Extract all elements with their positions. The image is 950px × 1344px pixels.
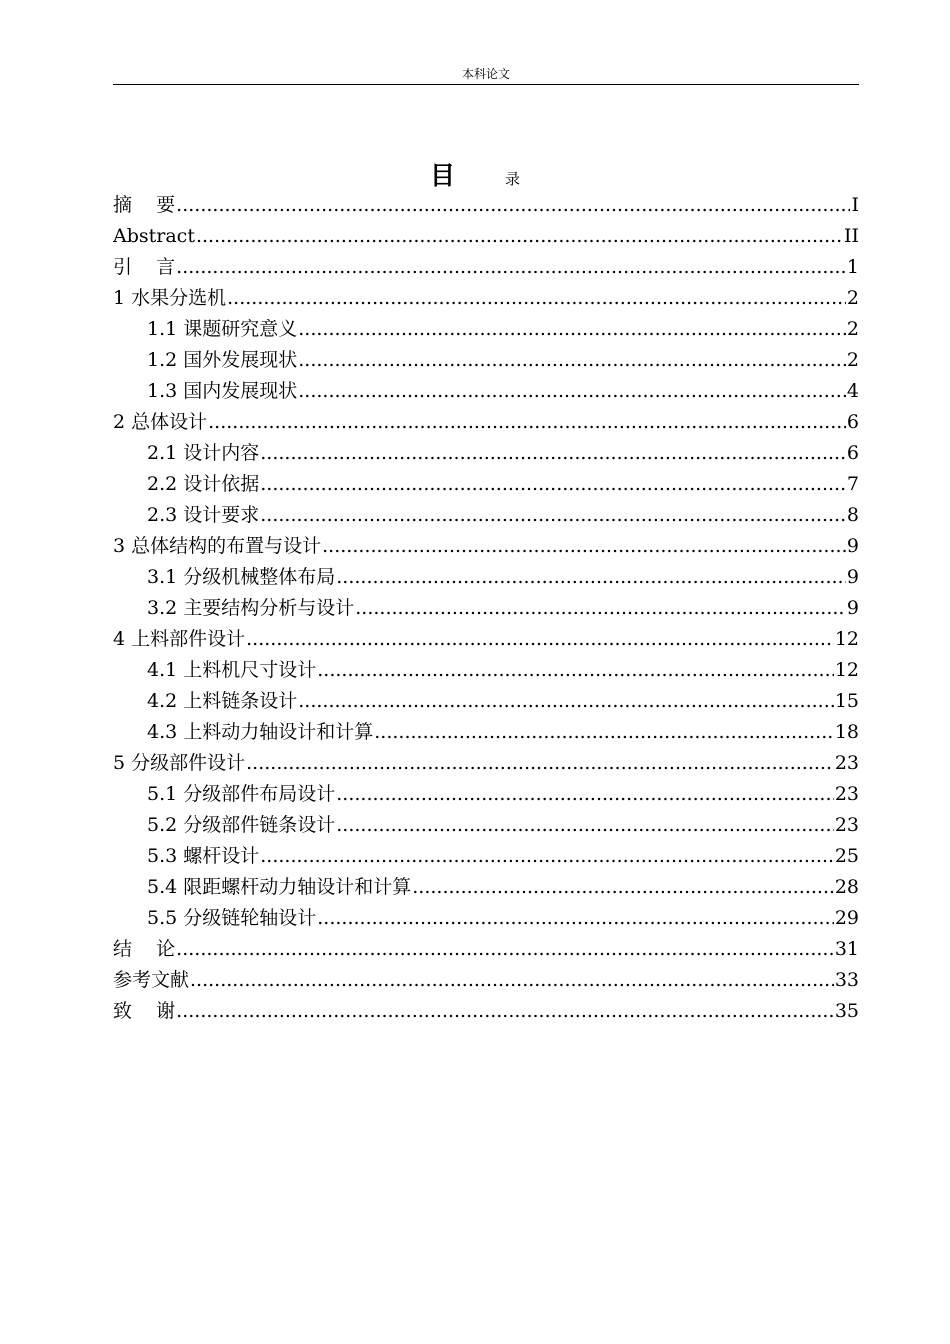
toc-entry-page: 23	[834, 783, 859, 805]
toc-leader-dots	[298, 686, 834, 717]
toc-entry-label: 5.3 螺杆设计	[147, 845, 260, 867]
toc-entry[interactable]	[113, 779, 859, 810]
toc-entry-label: 致 谢	[113, 1000, 176, 1022]
table-of-contents	[113, 190, 859, 1027]
toc-entry[interactable]	[113, 686, 859, 717]
toc-leader-dots	[190, 965, 834, 996]
toc-entry[interactable]	[113, 748, 859, 779]
toc-entry-page: 9	[846, 535, 859, 557]
toc-entry-page: 15	[834, 690, 859, 712]
toc-entry[interactable]	[113, 717, 859, 748]
toc-leader-dots	[260, 500, 846, 531]
toc-entry-page: 31	[834, 938, 859, 960]
toc-title	[0, 156, 950, 190]
toc-entry[interactable]	[113, 903, 859, 934]
toc-leader-dots	[317, 655, 834, 686]
toc-leader-dots	[374, 717, 834, 748]
toc-entry-page: 2	[846, 287, 859, 309]
toc-leader-dots	[208, 407, 846, 438]
toc-leader-dots	[412, 872, 834, 903]
toc-leader-dots	[355, 593, 846, 624]
toc-entry-page: 4	[846, 380, 859, 402]
toc-leader-dots	[176, 190, 850, 221]
toc-entry-page: 2	[846, 349, 859, 371]
toc-entry-page: 1	[846, 256, 859, 278]
toc-entry-page: 23	[834, 752, 859, 774]
toc-entry-label: 2.3 设计要求	[147, 504, 260, 526]
toc-entry-page: 33	[834, 969, 859, 991]
toc-entry-page: 18	[834, 721, 859, 743]
toc-entry-label: 3.2 主要结构分析与设计	[147, 597, 355, 619]
toc-entry-label: 1.1 课题研究意义	[147, 318, 298, 340]
toc-entry-page: 9	[846, 597, 859, 619]
toc-entry-page: 6	[846, 442, 859, 464]
toc-entry-label: 5.4 限距螺杆动力轴设计和计算	[147, 876, 412, 898]
toc-entry[interactable]	[113, 376, 859, 407]
toc-leader-dots	[246, 624, 834, 655]
toc-leader-dots	[246, 748, 834, 779]
toc-leader-dots	[260, 469, 846, 500]
toc-entry[interactable]	[113, 500, 859, 531]
toc-leader-dots	[176, 934, 834, 965]
toc-entry-page: 25	[834, 845, 859, 867]
toc-entry[interactable]	[113, 810, 859, 841]
toc-entry-page: 12	[834, 628, 859, 650]
toc-entry-page: 12	[834, 659, 859, 681]
toc-entry-label: 5.5 分级链轮轴设计	[147, 907, 317, 929]
toc-entry[interactable]	[113, 965, 859, 996]
toc-entry-page: I	[851, 194, 859, 216]
toc-entry-label: 3.1 分级机械整体布局	[147, 566, 336, 588]
toc-entry-label: 参考文献	[113, 969, 190, 991]
toc-leader-dots	[336, 810, 834, 841]
toc-entry-label: 4.2 上料链条设计	[147, 690, 298, 712]
toc-entry-label: 4 上料部件设计	[113, 628, 246, 650]
toc-entry[interactable]	[113, 562, 859, 593]
toc-entry[interactable]	[113, 593, 859, 624]
toc-title-part1: 目	[429, 161, 455, 190]
toc-entry-label: 3 总体结构的布置与设计	[113, 535, 322, 557]
toc-leader-dots	[317, 903, 834, 934]
toc-entry-label: 1 水果分选机	[113, 287, 227, 309]
toc-entry-label: 结 论	[113, 938, 176, 960]
toc-entry[interactable]	[113, 252, 859, 283]
toc-leader-dots	[176, 252, 846, 283]
toc-leader-dots	[298, 345, 846, 376]
toc-entry[interactable]	[113, 283, 859, 314]
toc-leader-dots	[260, 438, 846, 469]
toc-entry-page: 7	[846, 473, 859, 495]
toc-entry-label: 5.2 分级部件链条设计	[147, 814, 336, 836]
toc-entry-page: 2	[846, 318, 859, 340]
toc-entry-label: 1.3 国内发展现状	[147, 380, 298, 402]
toc-entry-page: 29	[834, 907, 859, 929]
toc-entry-label: 引 言	[113, 256, 176, 278]
toc-title-part2: 录	[505, 170, 521, 188]
toc-entry[interactable]	[113, 345, 859, 376]
toc-entry-label: 1.2 国外发展现状	[147, 349, 298, 371]
toc-entry-label: 4.3 上料动力轴设计和计算	[147, 721, 374, 743]
toc-entry-label: 2 总体设计	[113, 411, 208, 433]
toc-entry-page: 9	[846, 566, 859, 588]
toc-entry-label: 2.1 设计内容	[147, 442, 260, 464]
toc-entry-label: 2.2 设计依据	[147, 473, 260, 495]
toc-entry-page: II	[843, 225, 859, 247]
toc-entry-page: 6	[846, 411, 859, 433]
header-text: 本科论文	[461, 67, 510, 81]
toc-entry[interactable]	[113, 469, 859, 500]
toc-leader-dots	[336, 562, 846, 593]
toc-leader-dots	[227, 283, 846, 314]
toc-leader-dots	[176, 996, 834, 1027]
toc-entry-label: 摘 要	[113, 194, 176, 216]
toc-leader-dots	[322, 531, 846, 562]
toc-leader-dots	[336, 779, 834, 810]
toc-entry[interactable]	[113, 872, 859, 903]
toc-leader-dots	[260, 841, 834, 872]
toc-entry[interactable]	[113, 190, 859, 221]
toc-entry[interactable]	[113, 314, 859, 345]
toc-entry-label: 5.1 分级部件布局设计	[147, 783, 336, 805]
toc-leader-dots	[298, 314, 846, 345]
toc-entry[interactable]	[113, 655, 859, 686]
toc-entry[interactable]	[113, 841, 859, 872]
toc-entry[interactable]	[113, 996, 859, 1027]
toc-entry[interactable]	[113, 531, 859, 562]
toc-entry-label: Abstract	[113, 225, 195, 247]
toc-entry[interactable]	[113, 438, 859, 469]
toc-entry[interactable]	[113, 934, 859, 965]
toc-entry-page: 28	[834, 876, 859, 898]
toc-entry-label: 4.1 上料机尺寸设计	[147, 659, 317, 681]
toc-entry[interactable]	[113, 407, 859, 438]
toc-entry[interactable]	[113, 624, 859, 655]
toc-entry-page: 35	[834, 1000, 859, 1022]
toc-leader-dots	[298, 376, 846, 407]
toc-entry[interactable]	[113, 221, 859, 252]
toc-entry-page: 23	[834, 814, 859, 836]
toc-entry-label: 5 分级部件设计	[113, 752, 246, 774]
toc-entry-page: 8	[846, 504, 859, 526]
page-header	[113, 66, 859, 85]
toc-leader-dots	[196, 221, 843, 252]
